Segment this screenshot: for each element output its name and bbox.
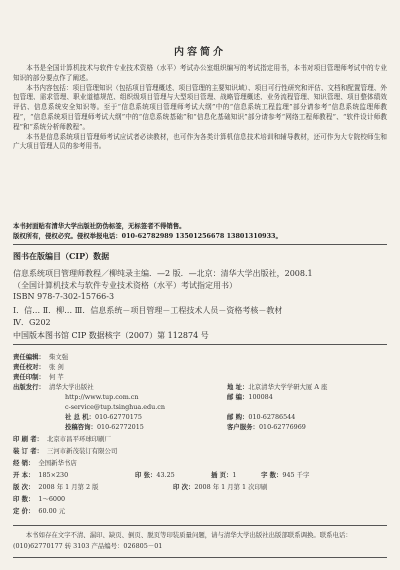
credit-printer: 印 刷 者： 北京市昌平环球印刷厂 bbox=[13, 435, 111, 443]
cip-number: 中国版本图书馆 CIP 数据核字（2007）第 112874 号 bbox=[13, 331, 209, 340]
credit-zip: 邮 编：100084 bbox=[227, 393, 273, 401]
credit-print: 责任印制： 何 芊 bbox=[13, 373, 64, 381]
anti-piracy-notice bbox=[13, 222, 387, 242]
credit-mail: 邮 购：010-62786544 bbox=[227, 413, 296, 421]
intro-paragraph: 本书是信息系统项目管理师考试应试者必读教材，也可作为各类计算机信息技术培训和辅导教材，还可作为大专院校师生和广大项目管理人员的参考用书。 bbox=[13, 132, 387, 151]
divider bbox=[13, 344, 387, 345]
credit-insert: 插 页：1 bbox=[211, 471, 237, 479]
quality-notice bbox=[13, 525, 387, 558]
cip-record bbox=[13, 268, 393, 303]
divider bbox=[13, 244, 387, 245]
intro-title: 内容简介 bbox=[174, 47, 226, 58]
credit-run: 印 数： 1～6000 bbox=[13, 495, 66, 503]
credit-publisher: 出版发行： 清华大学出版社 bbox=[13, 383, 94, 391]
credit-seller: 经 销： 全国新华书店 bbox=[13, 459, 77, 467]
notice-line: 本书封面贴有清华大学出版社防伪标签，无标签者不得销售。 bbox=[13, 222, 186, 230]
credit-sheet: 印 张：43.25 bbox=[135, 471, 175, 479]
credit-edition: 版 次： 2008 年 1 月第 2 版 bbox=[13, 483, 99, 491]
credit-switch: 社 总 机：010-62770175 bbox=[65, 413, 142, 421]
credit-address: 地 址：北京清华大学学研大厦 A 座 bbox=[227, 383, 328, 391]
cip-classification bbox=[13, 305, 393, 327]
credit-email: c-service@tup.tsinghua.edu.cn bbox=[65, 403, 165, 411]
credit-cover: 责任校对： 张 剑 bbox=[13, 363, 64, 371]
cip-line: （全国计算机技术与软件专业技术资格（水平）考试指定用书） bbox=[13, 280, 237, 290]
cip-line: ISBN 978-7-302-15766-3 bbox=[13, 292, 115, 301]
classification-line: Ⅰ．信… Ⅱ．柳… Ⅲ．信息系统－项目管理－工程技术人员－资格考核－教材 bbox=[13, 306, 283, 315]
intro-paragraph: 本书内容包括：项目管理知识（包括项目管理概述、项目管理的主要知识域）、项目可行性研究和评估、文档和配置管理、外包管理、需求管理、职业道德规范、组织级项目管理与大型项目管理、战略管理概述、业务流程管理、知识管理、项目整体绩效评估、信息系统安全知识等。至于“信息系统项目管理师考试大纲”中的“信息系统工程监理”部分请参考“信息系统监理师教程”，“信息系统项目管理师考试大纲”中的“信息系统基础”和“信息化基础知识”部分请参考“网络工程师教程”、“软件设计师教程”和“系统分析师教程”。 bbox=[13, 83, 387, 131]
notice-line: 版权所有，侵权必究。侵权举报电话：010-62782989 13501256678 13801310933。 bbox=[13, 231, 282, 240]
credit-website: http://www.tup.com.cn bbox=[65, 393, 139, 401]
intro-paragraph: 本书是全国计算机技术与软件专业技术资格（水平）考试办公室组织编写的考试指定用书，本书对项目管理师考试中的专业知识的部分要点作了阐述。 bbox=[13, 64, 387, 82]
credit-editor: 责任编辑： 柴文强 bbox=[13, 353, 69, 361]
credit-words: 字 数：945 千字 bbox=[261, 471, 310, 479]
credit-service: 客户服务：010-62776969 bbox=[227, 423, 306, 431]
quality-notice-text: 本书如存在文字不清、漏印、缺页、倒页、脱页等印装质量问题，请与清华大学出版社出版部联系调换。联系电话：(010)62770177 转 3103 产品编号：026805－01 bbox=[13, 531, 352, 550]
cip-heading: 图书在版编目（CIP）数据 bbox=[13, 251, 110, 261]
credit-price: 定 价： 60.00 元 bbox=[13, 507, 66, 515]
credit-format: 开 本： 185×230 bbox=[13, 471, 69, 479]
credit-submit: 投稿咨询：010-62772015 bbox=[65, 423, 144, 431]
credit-binder: 装 订 者： 三河市新茂装订有限公司 bbox=[13, 447, 118, 455]
cip-line: 信息系统项目管理师教程／柳纯录主编．—2 版．—北京：清华大学出版社，2008.1 bbox=[13, 269, 313, 278]
classification-line: Ⅳ．G202 bbox=[13, 317, 51, 327]
credit-printing: 印 次：2008 年 1 月第 1 次印刷 bbox=[173, 483, 268, 491]
intro-body bbox=[13, 64, 387, 152]
